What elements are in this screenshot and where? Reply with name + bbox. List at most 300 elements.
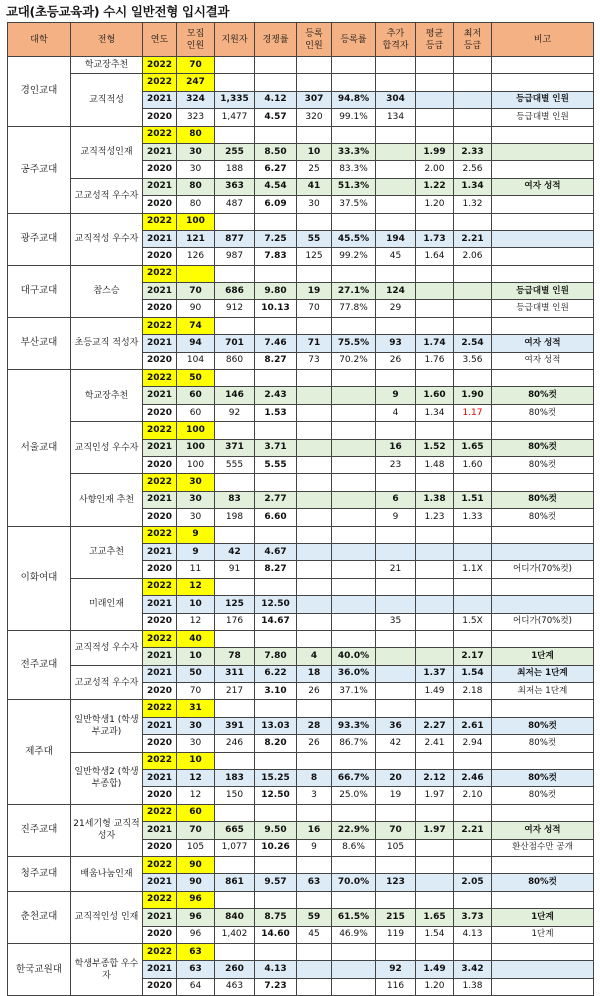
quota-cell: 80 [177,178,215,195]
ratio-cell: 8.75 [255,909,297,926]
note-cell [492,474,594,491]
enroll-rate-cell [332,404,376,421]
admission-results-table [7,22,594,996]
enrolled-cell [297,404,332,421]
min-grade-cell: 1.51 [454,491,492,508]
ratio-cell: 15.25 [255,770,297,787]
min-grade-cell [454,543,492,560]
extra-admit-cell [376,178,416,195]
quota-cell: 10 [177,596,215,613]
applicants-cell: 363 [215,178,255,195]
avg-grade-cell [416,474,454,491]
min-grade-cell: 2.61 [454,717,492,734]
quota-cell: 30 [177,143,215,160]
enroll-rate-cell: 61.5% [332,909,376,926]
enrolled-cell: 71 [297,335,332,352]
extra-admit-cell [376,543,416,560]
enroll-rate-cell: 75.5% [332,335,376,352]
enroll-rate-cell [332,74,376,91]
note-cell: 최저는 1단계 [492,665,594,682]
extra-admit-cell: 215 [376,909,416,926]
university-name: 대구교대 [8,265,71,317]
extra-admit-cell: 26 [376,352,416,369]
quota-cell: 30 [177,161,215,178]
university-name: 서울교대 [8,370,71,527]
applicants-cell [215,526,255,543]
avg-grade-cell [416,596,454,613]
min-grade-cell [454,370,492,387]
avg-grade-cell [416,74,454,91]
min-grade-cell: 1.65 [454,439,492,456]
applicants-cell: 188 [215,161,255,178]
min-grade-cell: 1.60 [454,456,492,473]
extra-admit-cell: 105 [376,839,416,856]
ratio-cell [255,526,297,543]
enroll-rate-cell [332,630,376,647]
year-cell: 2022 [143,804,177,821]
extra-admit-cell [376,943,416,960]
min-grade-cell [454,526,492,543]
enrolled-cell: 320 [297,109,332,126]
note-cell [492,422,594,439]
applicants-cell: 125 [215,596,255,613]
enroll-rate-cell [332,978,376,995]
enroll-rate-cell [332,474,376,491]
note-cell [492,978,594,995]
note-cell: 80%컷 [492,735,594,752]
year-cell: 2020 [143,561,177,578]
ratio-cell: 7.25 [255,230,297,247]
ratio-cell: 7.23 [255,978,297,995]
extra-admit-cell: 304 [376,91,416,108]
note-cell: 여자 성적 [492,335,594,352]
header-cell: 평균 등급 [416,23,454,57]
year-cell: 2022 [143,630,177,647]
university-name: 전주교대 [8,630,71,700]
table-row [8,891,594,908]
year-cell: 2021 [143,543,177,560]
enroll-rate-cell: 70.0% [332,874,376,891]
avg-grade-cell: 2.12 [416,770,454,787]
table-row [8,665,594,682]
year-cell: 2021 [143,717,177,734]
avg-grade-cell [416,283,454,300]
enrolled-cell [297,561,332,578]
avg-grade-cell [416,109,454,126]
quota-cell: 31 [177,700,215,717]
ratio-cell [255,422,297,439]
extra-admit-cell: 92 [376,961,416,978]
ratio-cell: 4.12 [255,91,297,108]
ratio-cell [255,474,297,491]
ratio-cell: 12.50 [255,787,297,804]
ratio-cell [255,856,297,873]
enrolled-cell [297,491,332,508]
year-cell: 2020 [143,839,177,856]
avg-grade-cell: 1.38 [416,491,454,508]
min-grade-cell [454,265,492,282]
min-grade-cell [454,856,492,873]
ratio-cell: 6.09 [255,196,297,213]
applicants-cell: 176 [215,613,255,630]
table-row [8,578,594,595]
min-grade-cell [454,91,492,108]
min-grade-cell: 2.54 [454,335,492,352]
table-body [8,23,594,996]
extra-admit-cell [376,265,416,282]
ratio-cell: 7.46 [255,335,297,352]
enroll-rate-cell: 93.3% [332,717,376,734]
quota-cell: 90 [177,874,215,891]
ratio-cell: 4.13 [255,961,297,978]
applicants-cell: 701 [215,335,255,352]
quota-cell: 60 [177,404,215,421]
note-cell: 등급대별 인원 [492,283,594,300]
applicants-cell [215,370,255,387]
note-cell: 80%컷 [492,439,594,456]
quota-cell: 64 [177,978,215,995]
note-cell: 등급대별 인원 [492,91,594,108]
note-cell [492,700,594,717]
enroll-rate-cell: 94.8% [332,91,376,108]
enroll-rate-cell: 25.0% [332,787,376,804]
enroll-rate-cell: 77.8% [332,300,376,317]
enrolled-cell: 18 [297,665,332,682]
enrolled-cell [297,387,332,404]
enrolled-cell: 125 [297,248,332,265]
min-grade-cell: 2.21 [454,822,492,839]
track-name: 일반학생2 (학생부종합) [71,752,143,804]
applicants-cell [215,474,255,491]
min-grade-cell [454,578,492,595]
ratio-cell: 12.50 [255,596,297,613]
ratio-cell: 10.13 [255,300,297,317]
enroll-rate-cell: 46.9% [332,926,376,943]
applicants-cell [215,891,255,908]
quota-cell: 30 [177,717,215,734]
note-cell: 80%컷 [492,874,594,891]
quota-cell: 90 [177,300,215,317]
ratio-cell: 7.83 [255,248,297,265]
extra-admit-cell: 119 [376,926,416,943]
year-cell: 2021 [143,822,177,839]
applicants-cell: 198 [215,509,255,526]
note-cell: 80%컷 [492,770,594,787]
quota-cell: 80 [177,126,215,143]
year-cell: 2020 [143,300,177,317]
extra-admit-cell: 21 [376,561,416,578]
track-name: 교직적성 우수자 [71,213,143,265]
extra-admit-cell: 9 [376,509,416,526]
applicants-cell: 912 [215,300,255,317]
avg-grade-cell: 1.20 [416,196,454,213]
quota-cell: 80 [177,196,215,213]
year-cell: 2022 [143,422,177,439]
min-grade-cell: 1.32 [454,196,492,213]
extra-admit-cell [376,856,416,873]
avg-grade-cell [416,943,454,960]
applicants-cell: 311 [215,665,255,682]
min-grade-cell: 1.17 [454,404,492,421]
min-grade-cell: 1.54 [454,665,492,682]
avg-grade-cell [416,543,454,560]
ratio-cell [255,57,297,74]
applicants-cell: 665 [215,822,255,839]
enrolled-cell: 30 [297,196,332,213]
enroll-rate-cell [332,856,376,873]
extra-admit-cell [376,213,416,230]
enrolled-cell: 3 [297,787,332,804]
ratio-cell: 8.27 [255,561,297,578]
quota-cell: 100 [177,422,215,439]
extra-admit-cell [376,161,416,178]
min-grade-cell [454,630,492,647]
avg-grade-cell: 1.64 [416,248,454,265]
min-grade-cell: 2.33 [454,143,492,160]
enroll-rate-cell: 33.3% [332,143,376,160]
note-cell [492,943,594,960]
note-cell [492,752,594,769]
min-grade-cell [454,283,492,300]
quota-cell: 9 [177,543,215,560]
ratio-cell [255,126,297,143]
enrolled-cell [297,265,332,282]
note-cell: 80%컷 [492,491,594,508]
year-cell: 2021 [143,596,177,613]
quota-cell: 100 [177,213,215,230]
year-cell: 2020 [143,161,177,178]
applicants-cell [215,126,255,143]
university-name: 광주교대 [8,213,71,265]
year-cell: 2022 [143,126,177,143]
avg-grade-cell [416,648,454,665]
applicants-cell [215,57,255,74]
enrolled-cell: 55 [297,230,332,247]
applicants-cell [215,943,255,960]
year-cell: 2022 [143,700,177,717]
min-grade-cell: 1.1X [454,561,492,578]
min-grade-cell: 1.34 [454,178,492,195]
year-cell: 2021 [143,143,177,160]
enroll-rate-cell [332,491,376,508]
quota-cell: 324 [177,91,215,108]
enrolled-cell: 8 [297,770,332,787]
avg-grade-cell [416,578,454,595]
quota-cell [177,265,215,282]
year-cell: 2020 [143,456,177,473]
enrolled-cell: 4 [297,648,332,665]
enroll-rate-cell [332,526,376,543]
avg-grade-cell [416,317,454,334]
extra-admit-cell [376,891,416,908]
enrolled-cell [297,509,332,526]
university-name: 이화여대 [8,526,71,630]
avg-grade-cell: 1.49 [416,683,454,700]
enrolled-cell [297,630,332,647]
ratio-cell [255,578,297,595]
quota-cell: 63 [177,943,215,960]
header-row [8,23,594,57]
note-cell: 여자 성적 [492,352,594,369]
ratio-cell [255,370,297,387]
enrolled-cell [297,126,332,143]
extra-admit-cell [376,700,416,717]
ratio-cell: 4.57 [255,109,297,126]
applicants-cell [215,74,255,91]
avg-grade-cell: 1.99 [416,143,454,160]
applicants-cell: 183 [215,770,255,787]
applicants-cell: 1,335 [215,91,255,108]
enrolled-cell [297,943,332,960]
extra-admit-cell: 124 [376,283,416,300]
quota-cell: 60 [177,387,215,404]
note-cell: 1단계 [492,926,594,943]
year-cell: 2020 [143,404,177,421]
enroll-rate-cell: 99.2% [332,248,376,265]
quota-cell: 40 [177,630,215,647]
note-cell [492,578,594,595]
ratio-cell: 8.27 [255,352,297,369]
year-cell: 2021 [143,665,177,682]
university-name: 한국교원대 [8,943,71,995]
ratio-cell: 4.67 [255,543,297,560]
min-grade-cell: 2.56 [454,161,492,178]
extra-admit-cell: 36 [376,717,416,734]
ratio-cell: 2.77 [255,491,297,508]
note-cell [492,370,594,387]
min-grade-cell: 4.13 [454,926,492,943]
avg-grade-cell: 1.52 [416,439,454,456]
note-cell: 최저는 1단계 [492,683,594,700]
applicants-cell: 1,402 [215,926,255,943]
ratio-cell [255,317,297,334]
quota-cell: 12 [177,787,215,804]
extra-admit-cell [376,630,416,647]
extra-admit-cell [376,648,416,665]
year-cell: 2022 [143,370,177,387]
applicants-cell [215,630,255,647]
enrolled-cell: 41 [297,178,332,195]
quota-cell: 12 [177,770,215,787]
ratio-cell: 9.80 [255,283,297,300]
year-cell: 2022 [143,74,177,91]
table-row [8,630,594,647]
extra-admit-cell [376,143,416,160]
enrolled-cell: 26 [297,683,332,700]
min-grade-cell: 2.18 [454,683,492,700]
extra-admit-cell [376,752,416,769]
quota-cell: 96 [177,909,215,926]
year-cell: 2022 [143,526,177,543]
table-row [8,57,594,74]
header-cell: 지원자 [215,23,255,57]
year-cell: 2021 [143,439,177,456]
applicants-cell: 42 [215,543,255,560]
avg-grade-cell [416,752,454,769]
enroll-rate-cell [332,57,376,74]
note-cell [492,230,594,247]
enrolled-cell [297,74,332,91]
quota-cell: 105 [177,839,215,856]
track-name: 21세기형 교직적성자 [71,804,143,856]
enrolled-cell [297,213,332,230]
note-cell [492,526,594,543]
quota-cell: 90 [177,856,215,873]
quota-cell: 10 [177,648,215,665]
enrolled-cell [297,978,332,995]
enrolled-cell [297,422,332,439]
extra-admit-cell: 6 [376,491,416,508]
enroll-rate-cell [332,752,376,769]
avg-grade-cell: 1.73 [416,230,454,247]
enroll-rate-cell: 66.7% [332,770,376,787]
ratio-cell [255,752,297,769]
min-grade-cell [454,57,492,74]
quota-cell: 10 [177,752,215,769]
applicants-cell: 487 [215,196,255,213]
enroll-rate-cell [332,543,376,560]
enroll-rate-cell [332,596,376,613]
avg-grade-cell: 1.37 [416,665,454,682]
quota-cell: 96 [177,891,215,908]
enroll-rate-cell [332,317,376,334]
min-grade-cell: 3.73 [454,909,492,926]
min-grade-cell: 1.90 [454,387,492,404]
applicants-cell [215,317,255,334]
avg-grade-cell: 1.97 [416,822,454,839]
header-cell: 연도 [143,23,177,57]
avg-grade-cell [416,126,454,143]
enroll-rate-cell [332,213,376,230]
university-name: 진주교대 [8,804,71,856]
ratio-cell: 6.27 [255,161,297,178]
avg-grade-cell [416,804,454,821]
ratio-cell: 6.60 [255,509,297,526]
year-cell: 2022 [143,578,177,595]
quota-cell: 70 [177,822,215,839]
quota-cell: 126 [177,248,215,265]
extra-admit-cell: 116 [376,978,416,995]
applicants-cell [215,700,255,717]
ratio-cell [255,213,297,230]
enrolled-cell: 10 [297,143,332,160]
extra-admit-cell: 93 [376,335,416,352]
note-cell: 80%컷 [492,717,594,734]
track-name: 일반학생1 (학생부교과) [71,700,143,752]
min-grade-cell: 3.42 [454,961,492,978]
extra-admit-cell: 29 [376,300,416,317]
university-name: 제주대 [8,700,71,804]
table-row [8,370,594,387]
note-cell: 80%컷 [492,787,594,804]
min-grade-cell: 2.05 [454,874,492,891]
university-name: 춘천교대 [8,891,71,943]
extra-admit-cell [376,683,416,700]
note-cell: 80%컷 [492,456,594,473]
extra-admit-cell: 70 [376,822,416,839]
applicants-cell: 1,077 [215,839,255,856]
extra-admit-cell: 194 [376,230,416,247]
track-name: 고교성적 우수자 [71,178,143,213]
enrolled-cell [297,891,332,908]
ratio-cell: 14.67 [255,613,297,630]
min-grade-cell [454,317,492,334]
extra-admit-cell: 23 [376,456,416,473]
ratio-cell: 7.80 [255,648,297,665]
page-title: 교대(초등교육과) 수시 일반전형 입시결과 [6,4,230,19]
quota-cell: 74 [177,317,215,334]
note-cell: 80%컷 [492,387,594,404]
